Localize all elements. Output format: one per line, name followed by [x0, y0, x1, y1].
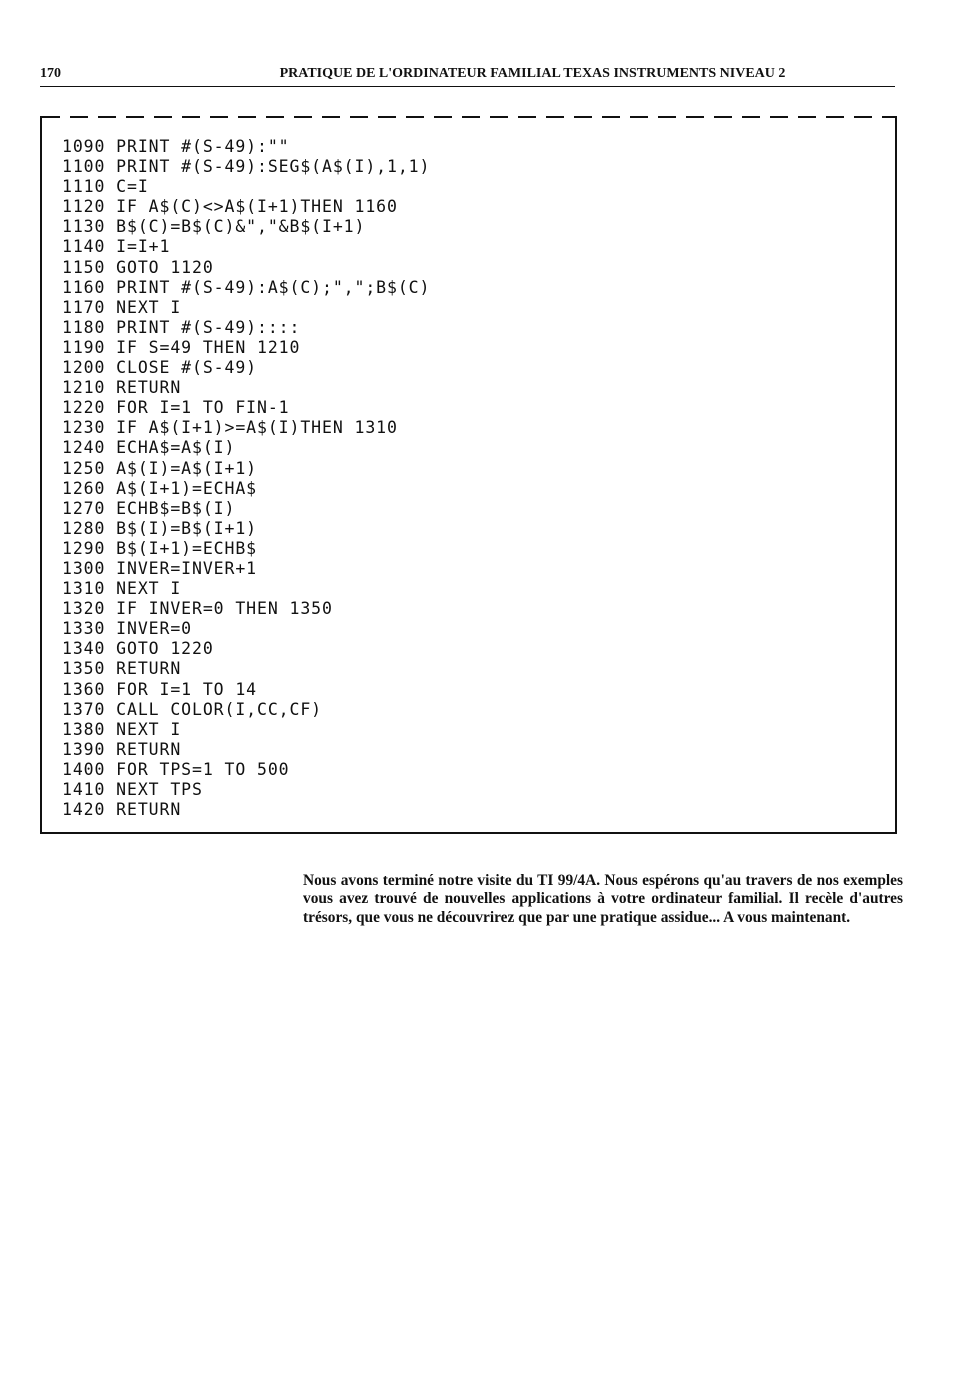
code-line: 1400 FOR TPS=1 TO 500	[62, 759, 290, 779]
code-line: 1300 INVER=INVER+1	[62, 558, 258, 578]
code-line: 1200 CLOSE #(S-49)	[62, 358, 258, 378]
running-title: PRATIQUE DE L'ORDINATEUR FAMILIAL TEXAS INSTRUMENTS NIVEAU 2	[279, 66, 786, 81]
code-line: 1160 PRINT #(S-49):A$(C);",";B$(C)	[62, 277, 431, 297]
code-line: 1130 B$(C)=B$(C)&","&B$(I+1)	[62, 217, 366, 237]
code-line: 1320 IF INVER=0 THEN 1350	[62, 599, 333, 619]
code-line: 1280 B$(I)=B$(I+1)	[62, 518, 258, 538]
code-line: 1150 GOTO 1120	[62, 257, 214, 277]
code-line: 1390 RETURN	[62, 739, 182, 759]
code-line: 1380 NEXT I	[62, 719, 182, 739]
code-line: 1220 FOR I=1 TO FIN-1	[62, 398, 290, 418]
closing-paragraph: Nous avons terminé notre visite du TI 99/4A. Nous espérons qu'au travers de nos exemples vous avez trouvé de nouvelles applications à votre ordinateur familial. Il recèle d'autres trésors, que vous ne découvrirez que par une pratique assidue... A vous maintenant.	[303, 872, 903, 926]
code-line: 1250 A$(I)=A$(I+1)	[62, 458, 258, 478]
code-line: 1170 NEXT I	[62, 297, 182, 317]
code-line: 1370 CALL COLOR(I,CC,CF)	[62, 699, 323, 719]
code-line: 1260 A$(I+1)=ECHA$	[62, 478, 258, 498]
code-line: 1120 IF A$(C)<>A$(I+1)THEN 1160	[62, 197, 398, 217]
code-line: 1340 GOTO 1220	[62, 639, 214, 659]
code-line: 1330 INVER=0	[62, 619, 193, 639]
code-line: 1410 NEXT TPS	[62, 780, 203, 799]
code-line: 1420 RETURN	[62, 800, 182, 820]
code-listing-box	[40, 116, 897, 834]
code-line: 1110 C=I	[62, 177, 149, 197]
code-line: 1270 ECHB$=B$(I)	[62, 498, 236, 518]
code-line: 1180 PRINT #(S-49)::::	[62, 317, 301, 337]
code-line: 1230 IF A$(I+1)>=A$(I)THEN 1310	[62, 418, 398, 438]
code-line: 1290 B$(I+1)=ECHB$	[62, 538, 258, 558]
code-line: 1240 ECHA$=A$(I)	[62, 438, 236, 458]
code-listing	[62, 137, 430, 820]
code-line: 1210 RETURN	[62, 378, 182, 398]
code-line: 1140 I=I+1	[62, 237, 171, 257]
code-line: 1190 IF S=49 THEN 1210	[62, 337, 301, 357]
page-header	[40, 64, 895, 87]
page-number: 170	[40, 66, 61, 81]
code-line: 1310 NEXT I	[62, 579, 182, 599]
code-line: 1360 FOR I=1 TO 14	[62, 679, 258, 699]
code-line: 1100 PRINT #(S-49):SEG$(A$(I),1,1)	[62, 157, 431, 177]
code-line: 1350 RETURN	[62, 659, 182, 679]
dashed-top-rule	[42, 116, 895, 118]
code-line: 1090 PRINT #(S-49):""	[62, 137, 290, 156]
